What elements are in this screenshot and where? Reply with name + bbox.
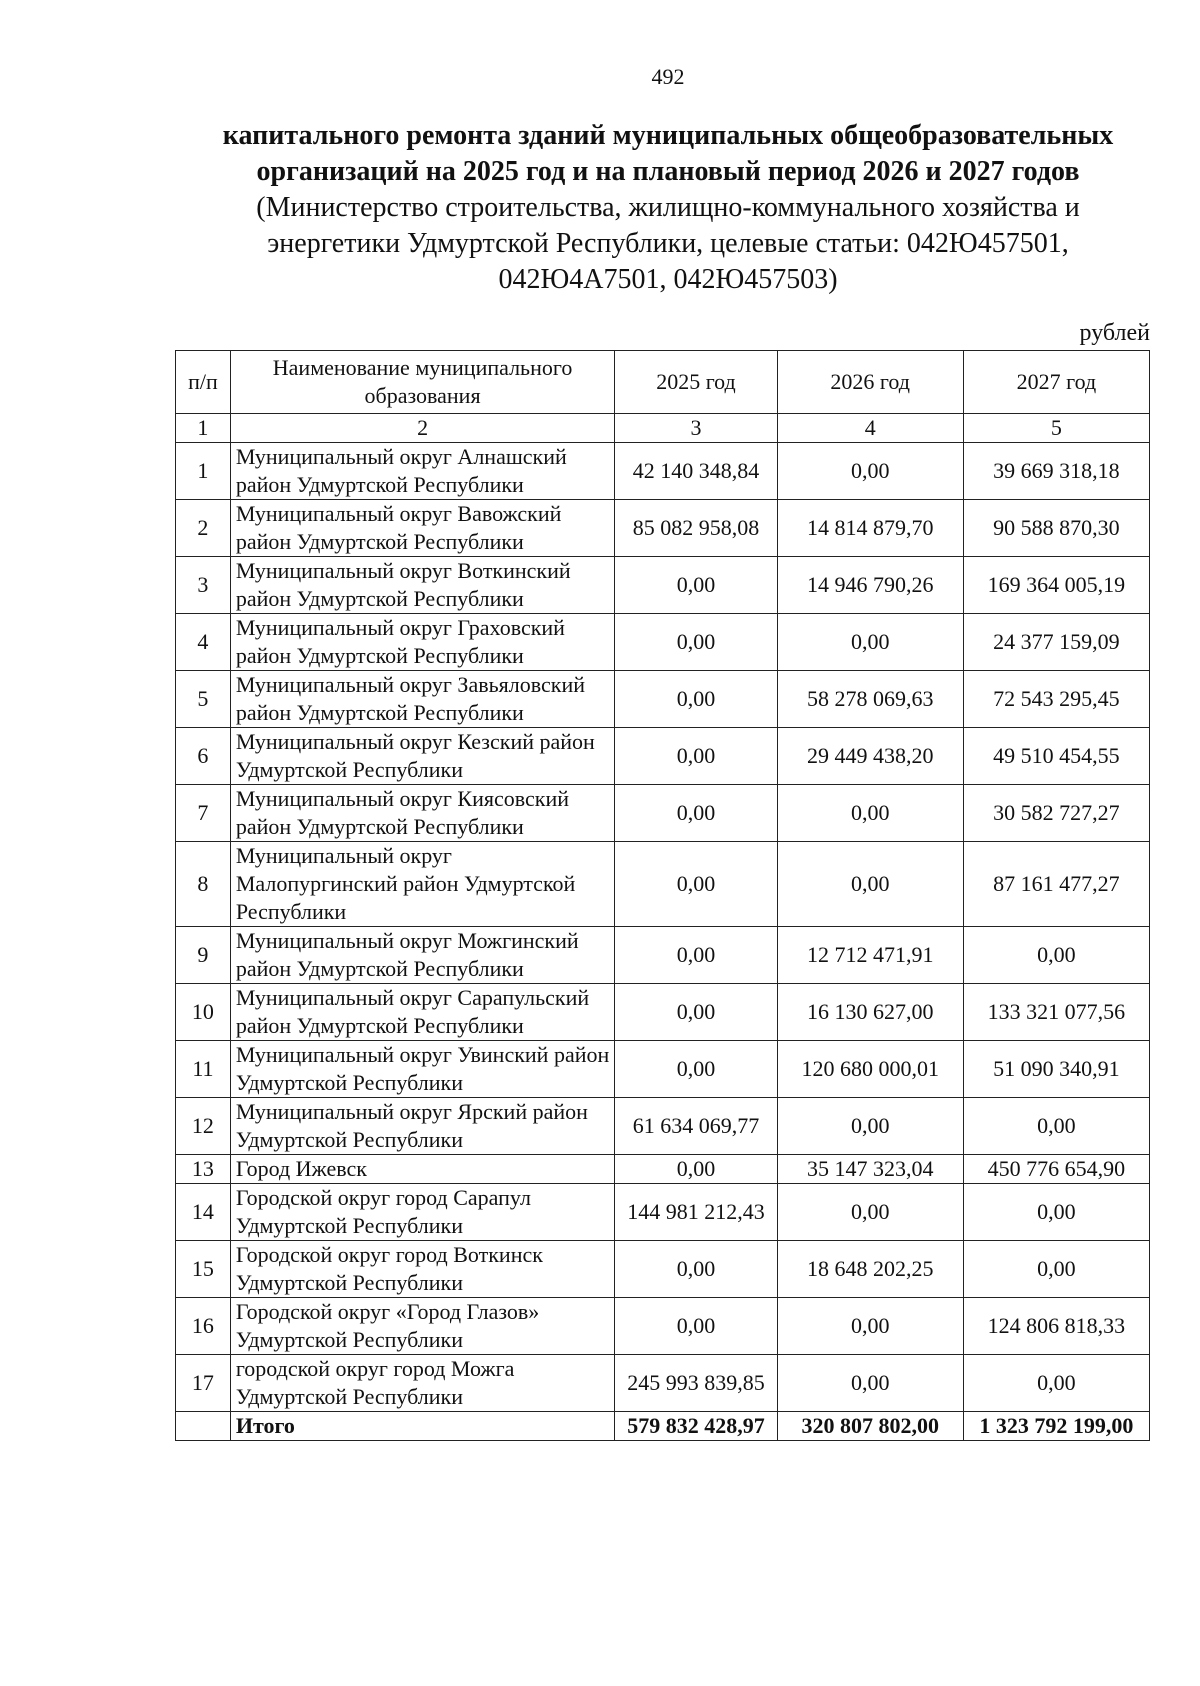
row-value-2027: 24 377 159,09: [963, 614, 1149, 671]
row-value-2025: 0,00: [615, 842, 777, 927]
row-number: 1: [176, 443, 231, 500]
row-name: Муниципальный округ Завьяловский район Удмуртской Республики: [230, 671, 614, 728]
row-value-2025: 42 140 348,84: [615, 443, 777, 500]
row-value-2027: 51 090 340,91: [963, 1041, 1149, 1098]
row-name: Муниципальный округ Можгинский район Удмуртской Республики: [230, 927, 614, 984]
row-number: 4: [176, 614, 231, 671]
subtitle-line-2: энергетики Удмуртской Республики, целевые статьи: 042Ю457501,: [267, 228, 1069, 259]
table-row: [176, 984, 1150, 1041]
row-value-2026: 16 130 627,00: [777, 984, 963, 1041]
row-value-2026: 18 648 202,25: [777, 1241, 963, 1298]
total-2026: 320 807 802,00: [777, 1412, 963, 1441]
subtitle-line-1: (Министерство строительства, жилищно-коммунального хозяйства и: [256, 192, 1080, 223]
header-2025: 2025 год: [615, 351, 777, 414]
row-value-2026: 58 278 069,63: [777, 671, 963, 728]
total-num-cell: [176, 1412, 231, 1441]
row-value-2027: 0,00: [963, 1355, 1149, 1412]
row-value-2026: 0,00: [777, 842, 963, 927]
row-number: 6: [176, 728, 231, 785]
row-value-2026: 35 147 323,04: [777, 1155, 963, 1184]
table-row: [176, 614, 1150, 671]
total-row: [176, 1412, 1150, 1441]
row-number: 17: [176, 1355, 231, 1412]
row-value-2027: 450 776 654,90: [963, 1155, 1149, 1184]
row-value-2025: 61 634 069,77: [615, 1098, 777, 1155]
column-index: 1: [176, 414, 231, 443]
column-index: 3: [615, 414, 777, 443]
table-row: [176, 1355, 1150, 1412]
row-number: 11: [176, 1041, 231, 1098]
table-row: [176, 927, 1150, 984]
row-value-2027: 169 364 005,19: [963, 557, 1149, 614]
subtitle-line-3: 042Ю4А7501, 042Ю457503): [498, 264, 838, 295]
table-row: [176, 1155, 1150, 1184]
currency-unit: рублей: [1079, 320, 1150, 346]
row-value-2027: 0,00: [963, 1184, 1149, 1241]
row-number: 3: [176, 557, 231, 614]
row-number: 5: [176, 671, 231, 728]
table-header-row: [176, 351, 1150, 414]
row-name: Муниципальный округ Кезский район Удмуртской Республики: [230, 728, 614, 785]
row-number: 2: [176, 500, 231, 557]
row-value-2026: 0,00: [777, 1355, 963, 1412]
header-name: Наименование муниципального образования: [230, 351, 614, 414]
row-name: Муниципальный округ Алнашский район Удмуртской Республики: [230, 443, 614, 500]
row-name: Городской округ город Воткинск Удмуртской Республики: [230, 1241, 614, 1298]
row-value-2025: 0,00: [615, 785, 777, 842]
row-value-2025: 0,00: [615, 984, 777, 1041]
header-2027: 2027 год: [963, 351, 1149, 414]
header-2026: 2026 год: [777, 351, 963, 414]
row-value-2027: 90 588 870,30: [963, 500, 1149, 557]
budget-table: [175, 350, 1150, 1441]
row-value-2025: 0,00: [615, 728, 777, 785]
row-name: Муниципальный округ Вавожский район Удмуртской Республики: [230, 500, 614, 557]
column-index: 4: [777, 414, 963, 443]
row-name: Муниципальный округ Граховский район Удмуртской Республики: [230, 614, 614, 671]
title-line-2: организаций на 2025 год и на плановый период 2026 и 2027 годов: [256, 156, 1080, 187]
row-value-2026: 14 946 790,26: [777, 557, 963, 614]
row-value-2027: 0,00: [963, 927, 1149, 984]
row-value-2027: 124 806 818,33: [963, 1298, 1149, 1355]
row-value-2026: 12 712 471,91: [777, 927, 963, 984]
column-index: 2: [230, 414, 614, 443]
row-name: Муниципальный округ Сарапульский район Удмуртской Республики: [230, 984, 614, 1041]
row-value-2025: 0,00: [615, 1041, 777, 1098]
row-number: 7: [176, 785, 231, 842]
table-body: [176, 443, 1150, 1412]
row-value-2026: 0,00: [777, 1098, 963, 1155]
row-value-2026: 0,00: [777, 443, 963, 500]
row-value-2025: 85 082 958,08: [615, 500, 777, 557]
row-value-2027: 72 543 295,45: [963, 671, 1149, 728]
column-index: 5: [963, 414, 1149, 443]
row-value-2026: 14 814 879,70: [777, 500, 963, 557]
row-value-2027: 0,00: [963, 1098, 1149, 1155]
row-number: 14: [176, 1184, 231, 1241]
title-line-1: капитального ремонта зданий муниципальных общеобразовательных: [222, 120, 1114, 151]
table-row: [176, 557, 1150, 614]
table-row: [176, 671, 1150, 728]
row-name: Муниципальный округ Увинский район Удмуртской Республики: [230, 1041, 614, 1098]
table-row: [176, 1298, 1150, 1355]
table-row: [176, 1184, 1150, 1241]
row-value-2027: 87 161 477,27: [963, 842, 1149, 927]
row-value-2025: 0,00: [615, 1155, 777, 1184]
row-value-2025: 0,00: [615, 671, 777, 728]
row-number: 9: [176, 927, 231, 984]
row-value-2025: 0,00: [615, 614, 777, 671]
table-row: [176, 1098, 1150, 1155]
table-row: [176, 842, 1150, 927]
row-value-2026: 120 680 000,01: [777, 1041, 963, 1098]
row-value-2025: 0,00: [615, 1298, 777, 1355]
row-name: Городской округ город Сарапул Удмуртской Республики: [230, 1184, 614, 1241]
page-number: 492: [651, 64, 685, 89]
row-number: 10: [176, 984, 231, 1041]
row-value-2025: 0,00: [615, 927, 777, 984]
total-2027: 1 323 792 199,00: [963, 1412, 1149, 1441]
table-row: [176, 443, 1150, 500]
row-value-2027: 39 669 318,18: [963, 443, 1149, 500]
row-value-2027: 133 321 077,56: [963, 984, 1149, 1041]
row-value-2026: 0,00: [777, 785, 963, 842]
table-row: [176, 785, 1150, 842]
row-name: Муниципальный округ Ярский район Удмуртской Республики: [230, 1098, 614, 1155]
row-value-2027: 0,00: [963, 1241, 1149, 1298]
row-value-2025: 245 993 839,85: [615, 1355, 777, 1412]
row-value-2026: 29 449 438,20: [777, 728, 963, 785]
row-value-2025: 0,00: [615, 557, 777, 614]
column-index-row: [176, 414, 1150, 443]
row-number: 16: [176, 1298, 231, 1355]
row-number: 13: [176, 1155, 231, 1184]
row-value-2025: 0,00: [615, 1241, 777, 1298]
row-name: Муниципальный округ Киясовский район Удмуртской Республики: [230, 785, 614, 842]
row-name: городской округ город Можга Удмуртской Республики: [230, 1355, 614, 1412]
table-row: [176, 1041, 1150, 1098]
row-value-2027: 49 510 454,55: [963, 728, 1149, 785]
row-name: Город Ижевск: [230, 1155, 614, 1184]
row-value-2026: 0,00: [777, 614, 963, 671]
total-label: Итого: [230, 1412, 614, 1441]
document-title: [150, 118, 1186, 298]
row-name: Муниципальный округ Малопургинский район Удмуртской Республики: [230, 842, 614, 927]
row-value-2026: 0,00: [777, 1184, 963, 1241]
row-value-2027: 30 582 727,27: [963, 785, 1149, 842]
row-value-2025: 144 981 212,43: [615, 1184, 777, 1241]
table-row: [176, 728, 1150, 785]
table-row: [176, 500, 1150, 557]
table-row: [176, 1241, 1150, 1298]
total-2025: 579 832 428,97: [615, 1412, 777, 1441]
row-number: 12: [176, 1098, 231, 1155]
header-num: п/п: [176, 351, 231, 414]
row-value-2026: 0,00: [777, 1298, 963, 1355]
row-number: 15: [176, 1241, 231, 1298]
row-name: Муниципальный округ Воткинский район Удмуртской Республики: [230, 557, 614, 614]
row-number: 8: [176, 842, 231, 927]
row-name: Городской округ «Город Глазов» Удмуртской Республики: [230, 1298, 614, 1355]
